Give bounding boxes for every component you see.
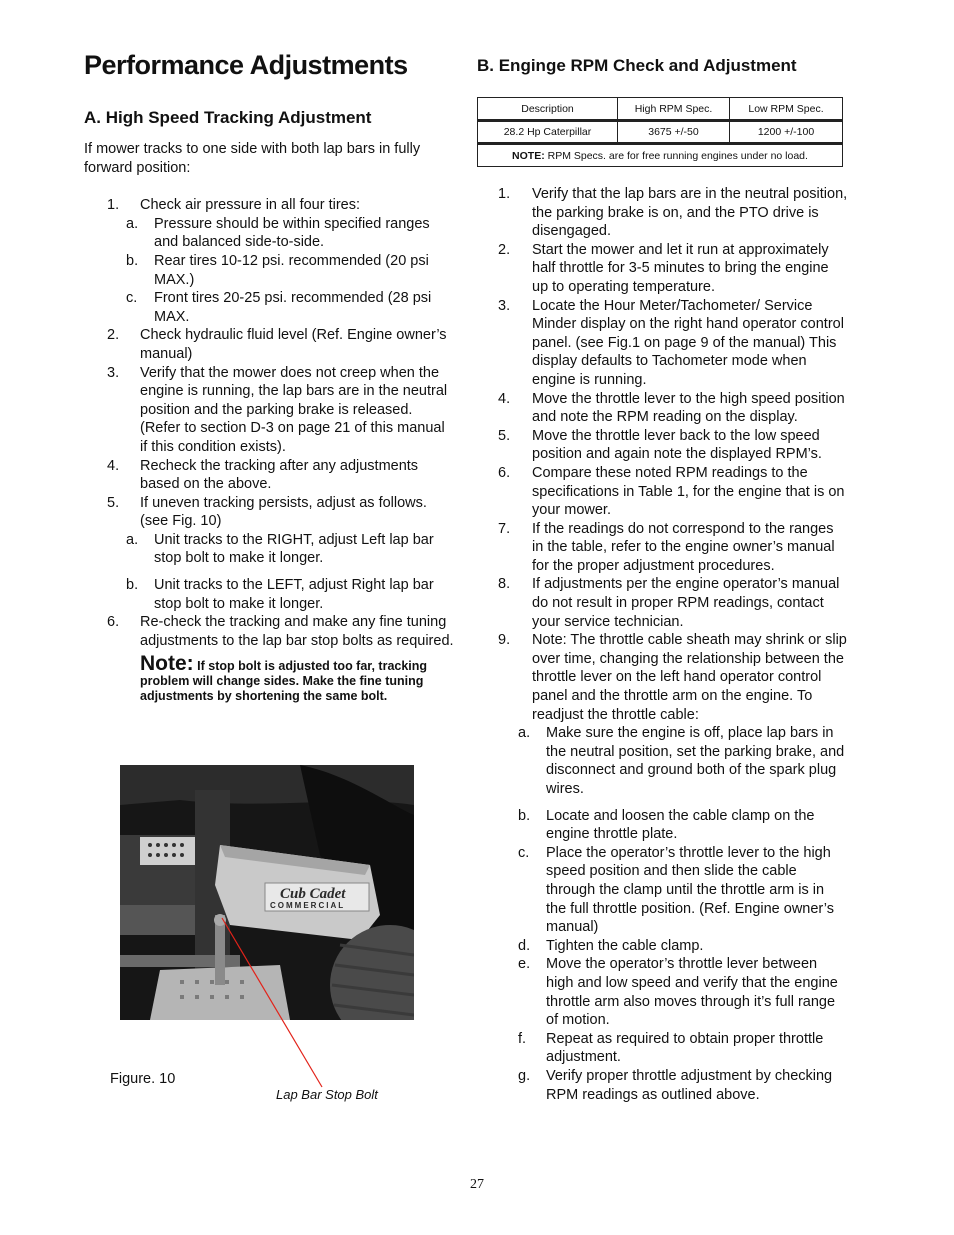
list-item: e. Move the operator’s throttle lever between high and low speed and verify that the engine throttle arm also moves through it’s full range of motion. xyxy=(518,956,838,1029)
table-note: NOTE: RPM Specs. are for free running engines under no load. xyxy=(478,144,843,167)
table-header: Low RPM Spec. xyxy=(730,98,843,121)
table-header: Description xyxy=(478,98,618,121)
table-cell: 1200 +/-100 xyxy=(730,121,843,144)
list-item: 4. Recheck the tracking after any adjustments based on the above. xyxy=(107,457,419,493)
page-number: 27 xyxy=(470,1177,484,1192)
list-item: 4. Move the throttle lever to the high speed position and note the RPM reading on the display. xyxy=(498,390,845,426)
list-item: a. Unit tracks to the RIGHT, adjust Left lap bar stop bolt to make it longer. xyxy=(126,531,434,567)
list-item: g. Verify proper throttle adjustment by checking RPM readings as outlined above. xyxy=(518,1067,833,1103)
list-item: c. Place the operator’s throttle lever to the high speed position and then slide the cable through the clamp until the throttle arm is in the full throttle position. (Ref. Engine owner’s manual) xyxy=(518,844,835,936)
list-item: 2. Check hydraulic fluid level (Ref. Engine owner’s manual) xyxy=(107,327,447,362)
figure-caption: Figure. 10 xyxy=(110,1071,176,1087)
page-title: Performance Adjustments xyxy=(84,50,408,80)
list-item: d. Tighten the cable clamp. xyxy=(518,937,704,954)
list-item: f. Repeat as required to obtain proper throttle adjustment. xyxy=(518,1030,824,1066)
section-a-intro: If mower tracks to one side with both lap bars in fully forward position: xyxy=(84,141,421,176)
section-a-heading: A. High Speed Tracking Adjustment xyxy=(84,108,372,127)
note-label: Note: xyxy=(140,652,194,676)
list-item: 3. Verify that the mower does not creep when the engine is running, the lap bars are in the neutral position and the parking brake is released. (Refer to section D-3 on page 21 of this manual if this condition exists). xyxy=(107,364,448,455)
list-item: 8. If adjustments per the engine operator’s manual do not result in proper RPM readings, contact your service technician. xyxy=(498,576,840,630)
list-item: 3. Locate the Hour Meter/Tachometer/ Service Minder display on the right hand operator control panel. (see Fig.1 on page 9 of the manual) This display defaults to Tachometer mode when engine is running. xyxy=(498,297,844,388)
list-item: 5. Move the throttle lever back to the low speed position and again note the displayed RPM’s. xyxy=(498,427,822,463)
list-item: 1. Verify that the lap bars are in the neutral position, the parking brake is on, and the PTO drive is disengaged. xyxy=(498,186,848,240)
list-item: a. Make sure the engine is off, place lap bars in the neutral position, set the parking brake, and disconnect and ground both of the spark plug wires. xyxy=(518,725,845,797)
list-item: b. Locate and loosen the cable clamp on the engine throttle plate. xyxy=(518,807,815,843)
table-cell: 28.2 Hp Caterpillar xyxy=(478,121,618,144)
list-item: c. Front tires 20-25 psi. recommended (28 psi MAX. xyxy=(126,290,432,325)
figure-callout-label: Lap Bar Stop Bolt xyxy=(276,1087,378,1102)
note-text: If stop bolt is adjusted too far, tracking problem will change sides. Make the fine tuning adjustments by shortening the same bolt. xyxy=(140,659,428,704)
section-b-heading: B. Enginge RPM Check and Adjustment xyxy=(477,56,797,75)
list-item: 6. Re-check the tracking and make any fine tuning adjustments to the lap bar stop bolts as required. xyxy=(107,614,454,649)
table-header: High RPM Spec. xyxy=(618,98,730,121)
list-item: b. Unit tracks to the LEFT, adjust Right lap bar stop bolt to make it longer. xyxy=(126,577,434,612)
list-item: a. Pressure should be within specified ranges and balanced side-to-side. xyxy=(126,215,430,251)
list-item: 9. Note: The throttle cable sheath may shrink or slip over time, changing the relationship between the throttle lever on the left hand operator control panel and the throttle arm on the engine. To readjust the throttle cable: xyxy=(498,632,847,723)
brand-sub-text: COMMERCIAL xyxy=(270,901,346,910)
list-item: 5. If uneven tracking persists, adjust as follows. (see Fig. 10) xyxy=(107,494,427,530)
table-cell: 3675 +/-50 xyxy=(618,121,730,144)
brand-logo-text: Cub Cadet xyxy=(280,886,346,902)
list-item: 1. Check air pressure in all four tires: xyxy=(107,197,360,214)
list-item: 7. If the readings do not correspond to the ranges in the table, refer to the engine owner’s manual for the proper adjustment procedures. xyxy=(498,520,835,574)
list-item: 2. Start the mower and let it run at approximately half throttle for 3-5 minutes to bring the engine up to operating temperature. xyxy=(498,241,829,295)
list-item: b. Rear tires 10-12 psi. recommended (20 psi MAX.) xyxy=(126,252,429,288)
list-item: 6. Compare these noted RPM readings to the specifications in Table 1, for the engine that is on your mower. xyxy=(498,464,845,519)
